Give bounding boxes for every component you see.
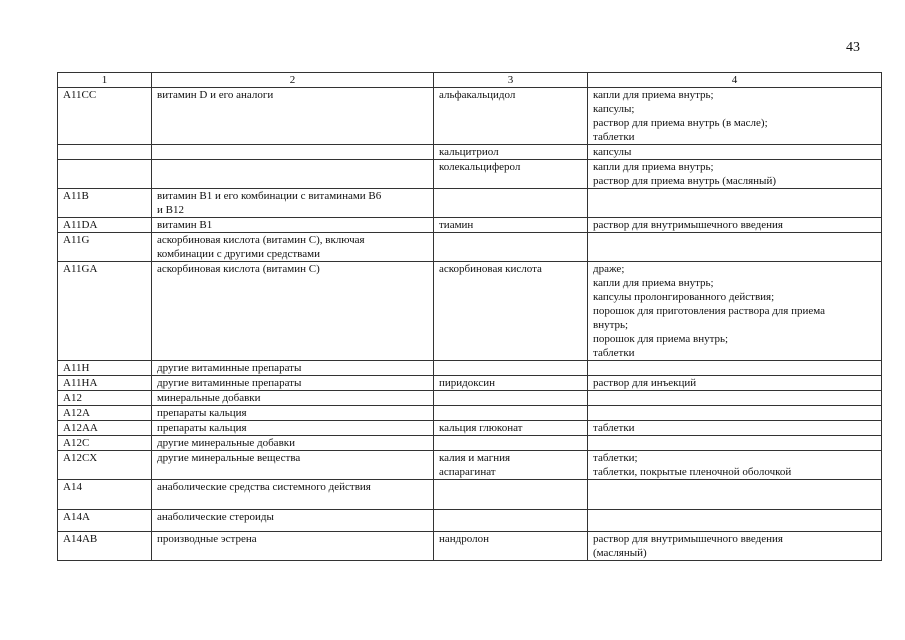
group-line: препараты кальция [157, 422, 247, 434]
group-cell [152, 532, 434, 561]
group-line: витамин B1 [157, 219, 213, 231]
group-line: анаболические стероиды [157, 511, 274, 523]
table-row [58, 436, 882, 451]
group-line: другие минеральные добавки [157, 437, 295, 449]
substance-line: аспарагинат [439, 466, 496, 478]
atc-code-cell: A11DA [58, 218, 152, 233]
group-line: витамин D и его аналоги [157, 89, 274, 101]
atc-code-cell: A11B [58, 189, 152, 218]
table-row [58, 361, 882, 376]
dosage-forms-line: раствор для инъекций [593, 377, 697, 389]
table-row [58, 88, 882, 145]
substance-cell [434, 391, 588, 406]
substance-line: калия и магния [439, 452, 511, 464]
table-row [58, 510, 882, 532]
dosage-forms-line: капли для приема внутрь; [593, 89, 714, 101]
dosage-forms-cell [588, 233, 882, 262]
column-header: 2 [152, 73, 434, 88]
group-line: анаболические средства системного действия [157, 481, 371, 493]
group-cell [152, 361, 434, 376]
group-line: аскорбиновая кислота (витамин C) [157, 263, 320, 275]
group-cell [152, 391, 434, 406]
substance-line: альфакальцидол [439, 89, 516, 101]
dosage-forms-line: раствор для внутримышечного введения [593, 219, 783, 231]
dosage-forms-cell [588, 391, 882, 406]
group-cell [152, 218, 434, 233]
dosage-forms-cell [588, 421, 882, 436]
substance-cell [434, 189, 588, 218]
table-row [58, 376, 882, 391]
substance-line: кальция глюконат [439, 422, 523, 434]
dosage-forms-line: капсулы; [593, 103, 635, 115]
column-header-row [58, 73, 882, 88]
column-header: 4 [588, 73, 882, 88]
page-number: 43 [846, 40, 860, 55]
table-row [58, 262, 882, 361]
substance-line: тиамин [439, 219, 474, 231]
table-row [58, 451, 882, 480]
substance-cell [434, 532, 588, 561]
substance-cell [434, 451, 588, 480]
dosage-forms-line: порошок для приема внутрь; [593, 333, 729, 345]
dosage-forms-cell [588, 262, 882, 361]
substance-line: аскорбиновая кислота [439, 263, 542, 275]
atc-code-cell [58, 160, 152, 189]
group-line: другие минеральные вещества [157, 452, 301, 464]
table-row [58, 160, 882, 189]
group-cell [152, 421, 434, 436]
table-row [58, 218, 882, 233]
group-cell [152, 376, 434, 391]
substance-line: пиридоксин [439, 377, 495, 389]
table-row [58, 145, 882, 160]
drug-table [57, 72, 882, 561]
table-row [58, 189, 882, 218]
dosage-forms-line: раствор для внутримышечного введения [593, 533, 783, 545]
dosage-forms-line: раствор для приема внутрь (масляный) [593, 175, 776, 187]
atc-code-cell: A12A [58, 406, 152, 421]
dosage-forms-cell [588, 88, 882, 145]
group-cell [152, 510, 434, 532]
group-cell [152, 480, 434, 510]
dosage-forms-line: таблетки [593, 347, 635, 359]
atc-code-cell: A14AB [58, 532, 152, 561]
group-cell [152, 88, 434, 145]
group-cell [152, 160, 434, 189]
substance-cell [434, 262, 588, 361]
substance-cell [434, 88, 588, 145]
dosage-forms-line: таблетки; [593, 452, 638, 464]
atc-code-cell: A11HA [58, 376, 152, 391]
substance-line: нандролон [439, 533, 489, 545]
dosage-forms-cell [588, 480, 882, 510]
atc-code-cell: A12CX [58, 451, 152, 480]
substance-cell [434, 218, 588, 233]
group-line: препараты кальция [157, 407, 247, 419]
dosage-forms-cell [588, 145, 882, 160]
dosage-forms-cell [588, 160, 882, 189]
dosage-forms-cell [588, 451, 882, 480]
dosage-forms-line: драже; [593, 263, 625, 275]
table-row [58, 391, 882, 406]
dosage-forms-cell [588, 436, 882, 451]
dosage-forms-cell [588, 376, 882, 391]
dosage-forms-cell [588, 510, 882, 532]
dosage-forms-line: таблетки [593, 422, 635, 434]
substance-cell [434, 480, 588, 510]
group-cell [152, 145, 434, 160]
dosage-forms-line: капли для приема внутрь; [593, 277, 714, 289]
table-row [58, 421, 882, 436]
group-cell [152, 436, 434, 451]
substance-cell [434, 233, 588, 262]
table-row [58, 480, 882, 510]
table-row [58, 233, 882, 262]
dosage-forms-line: капсулы [593, 146, 632, 158]
group-cell [152, 189, 434, 218]
group-cell [152, 406, 434, 421]
dosage-forms-line: таблетки, покрытые пленочной оболочкой [593, 466, 792, 478]
atc-code-cell: A11GA [58, 262, 152, 361]
group-line: другие витаминные препараты [157, 362, 302, 374]
group-line: минеральные добавки [157, 392, 261, 404]
atc-code-cell: A12C [58, 436, 152, 451]
atc-code-cell [58, 145, 152, 160]
dosage-forms-line: капли для приема внутрь; [593, 161, 714, 173]
substance-cell [434, 145, 588, 160]
substance-cell [434, 406, 588, 421]
substance-cell [434, 436, 588, 451]
dosage-forms-cell [588, 532, 882, 561]
substance-cell [434, 510, 588, 532]
atc-code-cell: A11H [58, 361, 152, 376]
atc-code-cell: A12AA [58, 421, 152, 436]
substance-cell [434, 421, 588, 436]
dosage-forms-cell [588, 189, 882, 218]
table-row [58, 406, 882, 421]
dosage-forms-line: (масляный) [593, 547, 647, 559]
dosage-forms-cell [588, 361, 882, 376]
substance-line: колекальциферол [439, 161, 521, 173]
dosage-forms-line: порошок для приготовления раствора для приема [593, 305, 826, 317]
group-cell [152, 262, 434, 361]
substance-line: кальцитриол [439, 146, 499, 158]
dosage-forms-cell [588, 406, 882, 421]
table-row [58, 532, 882, 561]
dosage-forms-line: раствор для приема внутрь (в масле); [593, 117, 768, 129]
column-header: 1 [58, 73, 152, 88]
atc-code-cell: A12 [58, 391, 152, 406]
substance-cell [434, 361, 588, 376]
group-cell [152, 233, 434, 262]
dosage-forms-line: таблетки [593, 131, 635, 143]
group-cell [152, 451, 434, 480]
dosage-forms-line: капсулы пролонгированного действия; [593, 291, 775, 303]
table-body [58, 88, 882, 561]
dosage-forms-cell [588, 218, 882, 233]
group-line: комбинации с другими средствами [157, 248, 320, 260]
column-header: 3 [434, 73, 588, 88]
group-line: производные эстрена [157, 533, 257, 545]
atc-code-cell: A14A [58, 510, 152, 532]
atc-code-cell: A11G [58, 233, 152, 262]
group-line: другие витаминные препараты [157, 377, 302, 389]
group-line: аскорбиновая кислота (витамин C), включая [157, 234, 365, 246]
group-line: и B12 [157, 204, 184, 216]
substance-cell [434, 376, 588, 391]
group-line: витамин B1 и его комбинации с витаминами B6 [157, 190, 382, 202]
dosage-forms-line: внутрь; [593, 319, 629, 331]
substance-cell [434, 160, 588, 189]
atc-code-cell: A14 [58, 480, 152, 510]
atc-code-cell: A11CC [58, 88, 152, 145]
